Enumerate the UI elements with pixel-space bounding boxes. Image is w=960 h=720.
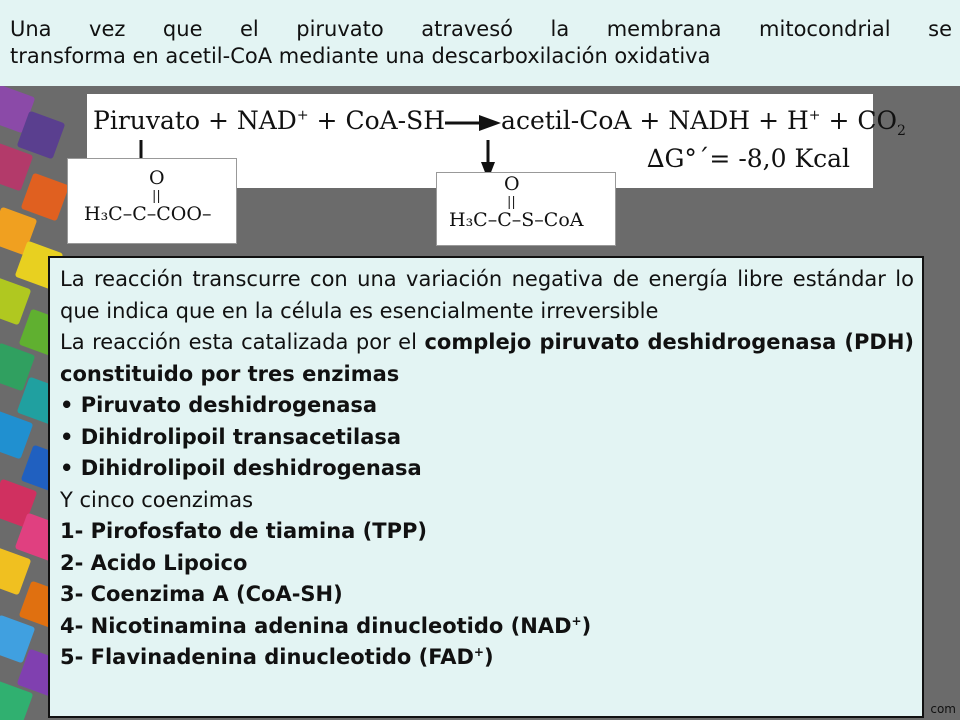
equation-line xyxy=(93,106,906,139)
acetyl-coa-structure xyxy=(436,172,616,246)
double-bond: || xyxy=(507,195,516,210)
paragraph-irreversible: La reacción transcurre con una variación negativa de energía libre estándar lo que indica que en la célula es esencialmente irreversible xyxy=(60,267,914,323)
coenzymes-intro: Y cinco coenzimas xyxy=(60,487,254,512)
oxygen-label: O xyxy=(504,173,520,195)
product-co2: $CO_2$ xyxy=(857,106,906,139)
pyruvate-formula: H₃C–C–COO– xyxy=(84,203,212,225)
coenzyme-item: 3- Coenzima A (CoA-SH) xyxy=(60,582,343,606)
plus-sign: + xyxy=(758,106,780,135)
reaction-arrow-icon xyxy=(445,113,501,133)
double-bond: || xyxy=(152,189,161,204)
title-line-1: Una vez que el piruvato atravesó la membrana mitocondrial se xyxy=(10,17,952,41)
oxygen-label: O xyxy=(149,167,165,189)
pyruvate-structure xyxy=(67,158,237,244)
product-acetyl-coa: acetil-CoA xyxy=(501,106,632,135)
enzyme-item: • Dihidrolipoil transacetilasa xyxy=(60,424,402,449)
content-panel xyxy=(48,256,924,718)
reactant-coa: CoA-SH xyxy=(345,106,446,135)
product-h: H+ xyxy=(786,106,821,135)
reactant-nad: NAD+ xyxy=(236,106,309,135)
plus-sign: + xyxy=(639,106,661,135)
product-nadh: NADH xyxy=(668,106,751,135)
plus-sign: + xyxy=(828,106,850,135)
title-box xyxy=(0,0,960,86)
delta-g-value: ∆G°´= -8,0 Kcal xyxy=(647,144,851,173)
coenzyme-item: 5- Flavinadenina dinucleotido (FAD+) xyxy=(60,645,494,669)
plus-sign: + xyxy=(207,106,229,135)
enzyme-item: • Dihidrolipoil deshidrogenasa xyxy=(60,456,422,480)
coenzyme-item: 2- Acido Lipoico xyxy=(60,550,248,575)
title-line-2: transforma en acetil-CoA mediante una descarboxilación oxidativa xyxy=(10,44,711,68)
watermark-text: com xyxy=(930,702,956,716)
plus-sign: + xyxy=(316,106,338,135)
coenzyme-item: 1- Pirofosfato de tiamina (TPP) xyxy=(60,519,427,543)
enzyme-item: • Piruvato deshidrogenasa xyxy=(60,393,378,417)
reactant-pyruvate: Piruvato xyxy=(93,106,200,135)
coenzyme-item: 4- Nicotinamina adenina dinucleotido (NAD+) xyxy=(60,613,592,638)
paragraph-catalysis: La reacción esta catalizada por el complejo piruvato deshidrogenasa (PDH) constituido por tres enzimas xyxy=(60,330,914,386)
acetyl-coa-formula: H₃C–C–S–CoA xyxy=(449,209,584,231)
